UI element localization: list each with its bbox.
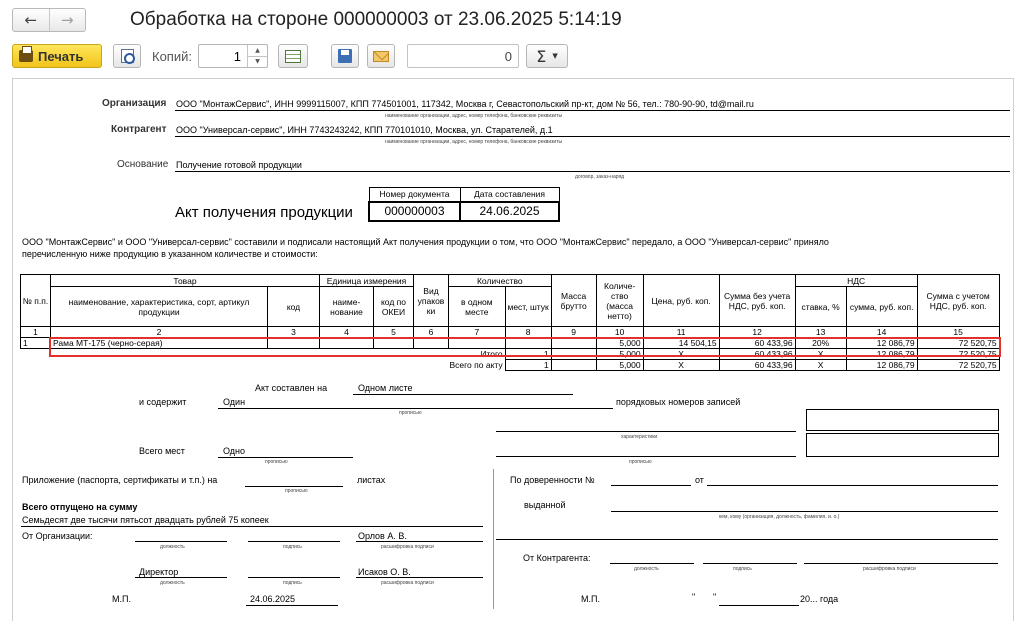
table-document-icon [285,50,301,63]
col-num: 9 [551,327,596,338]
act-on-value: Одном листе [358,383,413,393]
records-box-2 [806,433,999,457]
contractor-line [175,136,1010,137]
col-num: 13 [795,327,846,338]
act-on-label: Акт составлен на [255,383,328,393]
basis-value: Получение готовой продукции [176,160,302,170]
org-value: ООО "МонтажСервис", ИНН 9999115007, КПП 774501001, 117342, Москва г, Севастопольский пр-кт, дом № 56, тел.: 780-90-90, td@mail.ru [176,99,754,109]
col-num: 4 [320,327,374,338]
characteristics-line [496,431,796,432]
vsego-vat: 12 086,79 [846,360,917,371]
col-num: 14 [846,327,917,338]
month-line [719,605,799,606]
header-qty-pieces: мест, штук [505,287,551,327]
decode-hint-1: расшифровка подписи [381,544,434,550]
contr-decode-line [804,563,998,564]
issued-hint: кем, кому (организация, должность, фамилия, и. о.) [719,514,840,520]
vsego-pieces: 1 [505,360,551,371]
from-contractor-label: От Контрагента: [523,553,591,563]
row-unit-okei [374,338,414,349]
col-num: 7 [449,327,506,338]
col-num: 1 [21,327,51,338]
row-vat: 12 086,79 [846,338,917,349]
navigation-buttons [12,8,86,32]
contains-value: Один [223,397,246,407]
spin-up-icon[interactable]: ▲ [255,46,260,54]
col-num: 12 [719,327,795,338]
row-qty: 5,000 [596,338,643,349]
table-row[interactable] [21,338,1000,349]
printer-icon [19,50,33,62]
org-hint: наименование организации, адрес, номер телефона, банковские реквизиты [385,113,563,119]
stamp-label: М.П. [112,594,131,604]
itogo-vat: 12 086,79 [846,349,917,360]
col-num: 3 [268,327,320,338]
stamp-label-2: М.П. [581,594,600,604]
itogo-qty: 5,000 [596,349,643,360]
contains-label: и содержит [139,397,187,407]
doc-date-header: Дата составления [460,188,559,202]
total-places-line [218,457,353,458]
released-label: Всего отпущено на сумму [22,502,138,512]
header-goods-name: наименование, характеристика, сорт, артикул продукции [51,287,268,327]
total-places-hint: прописью [265,459,288,465]
itogo-sum: 60 433,96 [719,349,795,360]
intro-line-2: перечисленную ниже продукцию в указанном количестве и стоимости: [22,249,318,259]
footer-date: 24.06.2025 [250,594,296,604]
vsego-rate: X [795,360,846,371]
header-goods: Товар [51,275,320,287]
records-label: порядковых номеров записей [616,397,741,407]
org-label: Организация [102,98,167,109]
goods-table [20,274,1000,371]
envelope-icon [373,51,389,62]
from-org-name: Орлов А. В. [358,531,407,541]
row-qty-place [449,338,506,349]
save-button[interactable] [331,44,359,68]
itogo-gross [551,349,596,360]
post-hint-3: должность [634,566,659,572]
table-document-button[interactable] [278,44,308,68]
header-unit-name: наиме- нование [320,287,374,327]
footer-divider [493,469,494,609]
header-gross: Масса брутто [551,275,596,327]
header-code: код [268,287,320,327]
row-code [268,338,320,349]
doc-number-header: Номер документа [369,188,460,202]
org-sign-line [248,541,340,542]
from-org-label: От Организации: [22,531,93,541]
sign-hint-3: подпись [733,566,752,572]
itogo-rate: X [795,349,846,360]
row-pack [414,338,449,349]
preview-button[interactable] [113,44,141,68]
header-vat-rate: ставка, % [795,287,846,327]
spin-down-icon[interactable]: ▼ [248,56,267,68]
vsego-total: 72 520,75 [917,360,999,371]
header-qty-net: Количе- ство (масса нетто) [596,275,643,327]
header-qty-place: в одном месте [449,287,506,327]
sigma-icon: Σ [536,46,547,66]
copies-value[interactable]: 1 [233,49,241,64]
doc-number-box [368,187,560,222]
total-places-value: Одно [223,446,246,456]
issued-label: выданной [524,500,566,510]
vsego-label: Всего по акту [449,360,503,370]
print-button-label: Печать [38,48,84,64]
vsego-price: X [643,360,719,371]
floppy-disk-icon [338,49,352,63]
sum-field-value: 0 [504,49,512,64]
row-price: 14 504,15 [643,338,719,349]
proxy-from-label: от [695,475,704,485]
proxy-label: По доверенности № [510,475,595,485]
back-arrow-icon[interactable]: ← [24,11,38,29]
attach-label: Приложение (паспорта, сертификаты и т.п.) на [22,475,218,485]
org-post-line [135,541,227,542]
header-price: Цена, руб. коп. [643,275,719,327]
row-gross [551,338,596,349]
col-num: 5 [374,327,414,338]
contractor-label: Контрагент [111,124,167,135]
col-num: 10 [596,327,643,338]
director-name: Исаков О. В. [358,567,411,577]
issued-line [611,511,998,512]
records-box-1 [806,409,999,431]
vsego-sum: 60 433,96 [719,360,795,371]
intro-line-1: ООО "МонтажСервис" и ООО "Универсал-сервис" составили и подписали настоящий Акт получения продукции о том, что ООО "МонтажСервис" передало, а ООО "Универсал-сервис" приняло [22,237,829,247]
spreadsheet-document[interactable] [12,78,1014,621]
contractor-value: ООО "Универсал-сервис", ИНН 7743243242, КПП 770101010, Москва, ул. Старателей, д.1 [176,125,553,135]
col-num: 6 [414,327,449,338]
director-label: Директор [139,567,179,577]
sum-field[interactable] [407,44,519,68]
col-num: 11 [643,327,719,338]
send-email-button[interactable] [367,44,395,68]
year-label: 20... года [800,594,839,604]
header-qty: Количество [449,275,552,287]
sign-hint-1: подпись [283,544,302,550]
prop-hint-right: прописью [629,459,652,465]
dropdown-arrow-icon: ▼ [552,52,558,60]
sign-hint-2: подпись [283,580,302,586]
contains-line [218,408,613,409]
released-value: Семьдесят две тысячи пятьсот двадцать рублей 75 копеек [22,515,269,525]
header-vat: НДС [795,275,917,287]
dir-sign-line [248,577,340,578]
sum-mode-button[interactable] [526,44,568,68]
basis-line [175,171,1010,172]
doc-date: 24.06.2025 [460,202,559,221]
header-unit: Единица измерения [320,275,414,287]
prop-line-right [496,456,796,457]
dir-decode-line [356,577,483,578]
total-places-label: Всего мест [139,446,185,456]
row-sum: 60 433,96 [719,338,795,349]
quote-close: " [713,592,717,602]
post-hint-1: должность [160,544,185,550]
header-total: Сумма с учетом НДС, руб. коп. [917,275,999,327]
decode-hint-3: расшифровка подписи [863,566,916,572]
org-line [175,110,1010,111]
itogo-label: Итого [480,349,503,360]
window-title: Обработка на стороне 000000003 от 23.06.2025 5:14:19 [130,9,622,30]
itogo-total: 72 520,75 [917,349,999,360]
print-preview-icon [121,49,134,63]
doc-number: 000000003 [369,202,460,221]
forward-arrow-icon[interactable]: → [49,9,86,31]
row-name: Рама МТ-175 (черно-серая) [51,338,268,349]
itogo-row [21,349,1000,360]
row-qty-pieces [505,338,551,349]
vsego-qty: 5,000 [596,360,643,371]
basis-hint: договор, заказ-наряд [575,174,625,180]
copies-spin [247,45,267,67]
date-line [246,605,338,606]
document-title: Акт получения продукции [175,204,353,221]
header-num: № п.п. [21,275,51,327]
print-button[interactable] [12,44,102,68]
row-rate: 20% [795,338,846,349]
vsego-row [21,360,1000,371]
contractor-hint: наименование организации, адрес, номер телефона, банковские реквизиты [385,139,563,145]
sheets-label: листах [357,475,386,485]
dir-post-line [135,577,227,578]
proxy-number-line [611,485,691,486]
vsego-gross [551,360,596,371]
header-vat-sum: сумма, руб. коп. [846,287,917,327]
released-line [21,526,483,527]
decode-hint-2: расшифровка подписи [381,580,434,586]
row-unit-name [320,338,374,349]
basis-label: Основание [117,159,169,170]
post-hint-2: должность [160,580,185,586]
row-total: 72 520,75 [917,338,999,349]
col-num: 2 [51,327,268,338]
org-decode-line [356,541,483,542]
itogo-price: X [643,349,719,360]
act-on-line [353,394,573,395]
row-num: 1 [21,338,51,349]
col-num: 8 [505,327,551,338]
col-num: 15 [917,327,999,338]
attach-hint: прописью [285,488,308,494]
attach-line [245,486,343,487]
copies-label: Копий: [152,49,192,64]
column-number-row [21,327,1000,338]
header-sum-novat: Сумма без учета НДС, руб. коп. [719,275,795,327]
header-unit-okei: код по ОКЕИ [374,287,414,327]
contr-sign-line [703,563,797,564]
copies-stepper[interactable] [198,44,268,68]
issued-line-2 [496,539,998,540]
proxy-date-line [707,485,998,486]
header-pack: Вид упаков ки [414,275,449,327]
characteristics-hint: характеристики [621,434,658,440]
contr-post-line [610,563,694,564]
contains-hint: прописью [399,410,422,416]
itogo-pieces: 1 [505,349,551,360]
quote-open: " [692,592,696,602]
